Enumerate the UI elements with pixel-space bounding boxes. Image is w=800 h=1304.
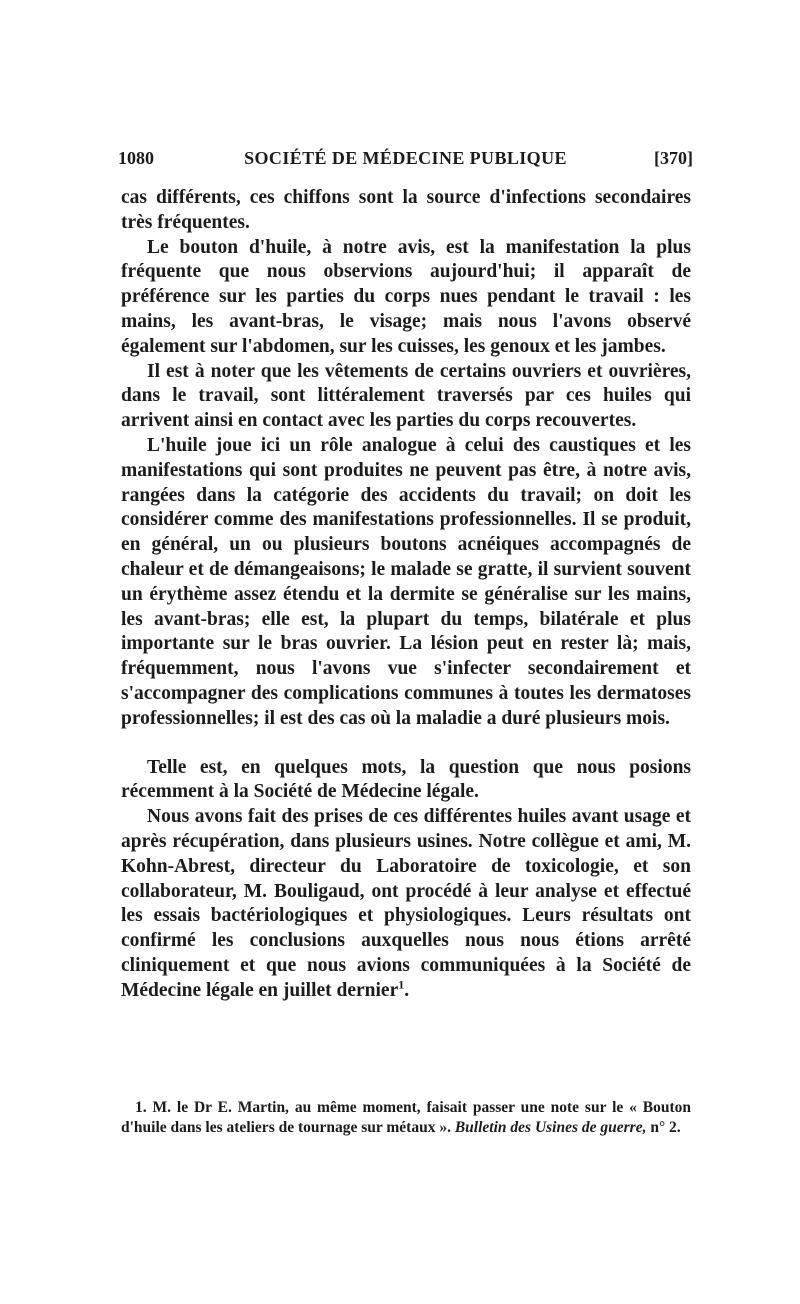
- paragraph-text: Nous avons fait des prises de ces différentes huiles avant usage et après récupération, dans plusieurs usines. Notre collègue et ami, M. Kohn-Abrest, directeur du Laboratoire de toxicologie, et son collaborateur, M. Bouligaud, ont procédé à leur analyse et effectué les essais bactériologiques et physiologiques. Leurs résultats ont confirmé les conclusions auxquelles nous nous étions arrêté cliniquement et que nous avions communiquées à la Société de Médecine légale en juillet dernier: [121, 806, 691, 1001]
- body-text: [121, 186, 691, 1004]
- paragraph-with-footnote: Nous avons fait des prises de ces différentes huiles avant usage et après récupération, dans plusieurs usines. Notre collègue et ami, M. Kohn-Abrest, directeur du Laboratoire de toxicologie, et son collaborateur, M. Bouligaud, ont procédé à leur analyse et effectué les essais bactériologiques et physiologiques. Leurs résultats ont confirmé les conclusions auxquelles nous nous étions arrêté cliniquement et que nous avions communiquées à la Société de Médecine légale en juillet dernier$^1$.: [121, 806, 691, 1001]
- paragraph: L'huile joue ici un rôle analogue à celui des caustiques et les manifestations qui sont produites ne peuvent pas être, à notre avis, rangées dans la catégorie des accidents du travail; on doit les considérer comme des manifestations professionnelles. Il se produit, en général, un ou plusieurs boutons acnéiques accompagnés de chaleur et de démangeaisons; le malade se gratte, il survient souvent un érythème assez étendu et la dermite se généralise sur les mains, les avant-bras; elle est, la plupart du temps, bilatérale et plus importante sur le bras ouvrier. La lésion peut en rester là; mais, fréquemment, nous l'avons vue s'infecter secondairement et s'accompagner des complications communes à toutes les dermatoses professionnelles; il est des cas où la maladie a duré plusieurs mois.: [121, 434, 691, 729]
- journal-title: SOCIÉTÉ DE MÉDECINE PUBLIQUE: [244, 148, 567, 168]
- page-ref: [370]: [654, 148, 693, 168]
- page-number: 1080: [118, 148, 154, 168]
- footnote-text: 1. M. le Dr E. Martin, au même moment, faisait passer une note sur le « Bouton d'huile dans les ateliers de tournage sur métaux ».: [121, 1099, 691, 1136]
- footnote-source: Bulletin des Usines de guerre,: [454, 1118, 647, 1136]
- footnote-number: n° 2.: [650, 1118, 681, 1136]
- footnote-marker: 1: [398, 977, 405, 992]
- paragraph: cas différents, ces chiffons sont la source d'infections secondaires très fréquentes.: [121, 187, 691, 233]
- paragraph: Il est à noter que les vêtements de certains ouvriers et ouvrières, dans le travail, sont littéralement traversés par ces huiles qui arrivent ainsi en contact avec les parties du corps recouvertes.: [121, 360, 691, 432]
- paragraph: Le bouton d'huile, à notre avis, est la manifestation la plus fréquente que nous observions aujourd'hui; il apparaît de préférence sur les parties du corps nues pendant le travail : les mains, les avant-bras, le visage; mais nous l'avons observé également sur l'abdomen, sur les cuisses, les genoux et les jambes.: [121, 236, 691, 357]
- paragraph: Telle est, en quelques mots, la question que nous posions récemment à la Société de Médecine légale.: [121, 756, 691, 803]
- footnote: [121, 1098, 691, 1137]
- running-header: [118, 148, 693, 172]
